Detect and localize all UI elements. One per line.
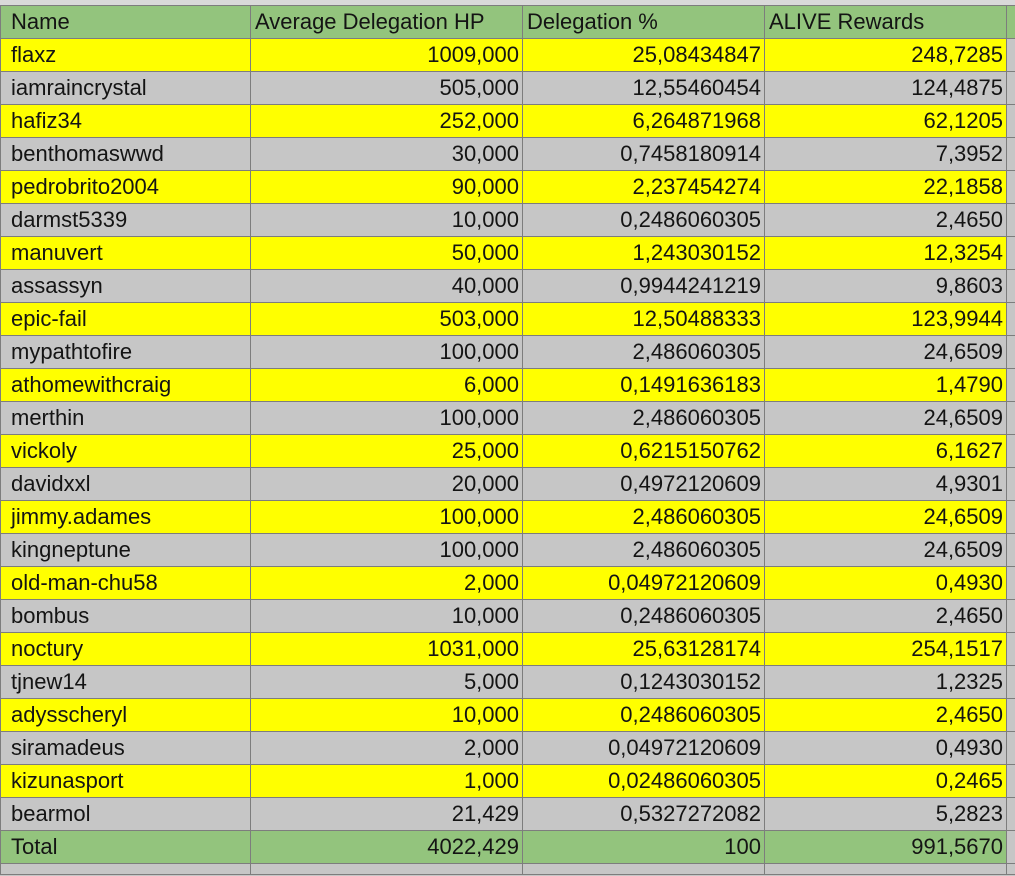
table-row [1, 303, 1015, 336]
cell-rewards[interactable]: 2,4650 [765, 204, 1007, 237]
empty-cell[interactable] [1, 864, 251, 875]
cell-avg-hp[interactable]: 2,000 [251, 567, 523, 600]
cell-name[interactable]: adysscheryl [1, 699, 251, 732]
cell-pct[interactable]: 1,243030152 [523, 237, 765, 270]
cell-pct[interactable]: 0,04972120609 [523, 567, 765, 600]
cell-pct[interactable]: 0,4972120609 [523, 468, 765, 501]
table-row [1, 633, 1015, 666]
table-row [1, 336, 1015, 369]
cell-avg-hp[interactable]: 1,000 [251, 765, 523, 798]
cell-extra[interactable] [1007, 798, 1015, 831]
cell-avg-hp[interactable]: 100,000 [251, 534, 523, 567]
table-row [1, 270, 1015, 303]
cell-pct[interactable]: 25,63128174 [523, 633, 765, 666]
table-row [1, 402, 1015, 435]
cell-rewards[interactable]: 254,1517 [765, 633, 1007, 666]
cell-extra[interactable] [1007, 72, 1015, 105]
table-row [1, 600, 1015, 633]
cell-rewards[interactable]: 0,2465 [765, 765, 1007, 798]
cell-name[interactable]: mypathtofire [1, 336, 251, 369]
cell-extra[interactable] [1007, 204, 1015, 237]
delegation-table [0, 5, 1015, 875]
cell-extra[interactable] [1007, 468, 1015, 501]
cell-name[interactable]: manuvert [1, 237, 251, 270]
cell-pct[interactable]: 0,6215150762 [523, 435, 765, 468]
cell-name[interactable]: iamraincrystal [1, 72, 251, 105]
table-row [1, 798, 1015, 831]
table-row [1, 666, 1015, 699]
table-row [1, 468, 1015, 501]
cell-avg-hp[interactable]: 1009,000 [251, 39, 523, 72]
table-row [1, 39, 1015, 72]
cell-avg-hp[interactable]: 5,000 [251, 666, 523, 699]
total-avg-hp[interactable]: 4022,429 [251, 831, 523, 864]
cell-pct[interactable]: 2,486060305 [523, 402, 765, 435]
cell-name[interactable]: pedrobrito2004 [1, 171, 251, 204]
cell-name[interactable]: kizunasport [1, 765, 251, 798]
cell-rewards[interactable]: 123,9944 [765, 303, 1007, 336]
cell-rewards[interactable]: 24,6509 [765, 501, 1007, 534]
empty-cell[interactable] [251, 864, 523, 875]
cell-pct[interactable]: 12,55460454 [523, 72, 765, 105]
cell-name[interactable]: noctury [1, 633, 251, 666]
cell-rewards[interactable]: 1,2325 [765, 666, 1007, 699]
cell-pct[interactable]: 2,486060305 [523, 534, 765, 567]
cell-pct[interactable]: 0,7458180914 [523, 138, 765, 171]
cell-name[interactable]: assassyn [1, 270, 251, 303]
header-pct[interactable]: Delegation % [523, 6, 765, 39]
cell-extra[interactable] [1007, 402, 1015, 435]
cell-name[interactable]: jimmy.adames [1, 501, 251, 534]
total-label[interactable]: Total [1, 831, 251, 864]
cell-rewards[interactable]: 62,1205 [765, 105, 1007, 138]
header-row [1, 6, 1015, 39]
cell-extra[interactable] [1007, 336, 1015, 369]
cell-pct[interactable]: 25,08434847 [523, 39, 765, 72]
cell-rewards[interactable]: 124,4875 [765, 72, 1007, 105]
cell-avg-hp[interactable]: 10,000 [251, 600, 523, 633]
cell-avg-hp[interactable]: 90,000 [251, 171, 523, 204]
cell-rewards[interactable]: 24,6509 [765, 402, 1007, 435]
cell-rewards[interactable]: 2,4650 [765, 600, 1007, 633]
empty-cell[interactable] [523, 864, 765, 875]
total-row [1, 831, 1015, 864]
table-row [1, 732, 1015, 765]
cell-name[interactable]: athomewithcraig [1, 369, 251, 402]
header-extra-cell[interactable] [1007, 6, 1015, 39]
cell-pct[interactable]: 0,2486060305 [523, 600, 765, 633]
table-row [1, 237, 1015, 270]
cell-avg-hp[interactable]: 40,000 [251, 270, 523, 303]
cell-extra[interactable] [1007, 435, 1015, 468]
cell-avg-hp[interactable]: 100,000 [251, 402, 523, 435]
cell-extra[interactable] [1007, 39, 1015, 72]
cell-avg-hp[interactable]: 6,000 [251, 369, 523, 402]
cell-extra[interactable] [1007, 171, 1015, 204]
cell-name[interactable]: davidxxl [1, 468, 251, 501]
cell-name[interactable]: vickoly [1, 435, 251, 468]
cell-pct[interactable]: 0,04972120609 [523, 732, 765, 765]
empty-cell[interactable] [1007, 864, 1015, 875]
cell-pct[interactable]: 2,486060305 [523, 501, 765, 534]
empty-row [1, 864, 1015, 875]
cell-rewards[interactable]: 5,2823 [765, 798, 1007, 831]
cell-rewards[interactable]: 6,1627 [765, 435, 1007, 468]
cell-rewards[interactable]: 24,6509 [765, 534, 1007, 567]
cell-avg-hp[interactable]: 50,000 [251, 237, 523, 270]
cell-rewards[interactable]: 0,4930 [765, 732, 1007, 765]
cell-rewards[interactable]: 24,6509 [765, 336, 1007, 369]
table-row [1, 369, 1015, 402]
cell-extra[interactable] [1007, 633, 1015, 666]
cell-pct[interactable]: 2,486060305 [523, 336, 765, 369]
cell-extra[interactable] [1007, 699, 1015, 732]
cell-extra[interactable] [1007, 369, 1015, 402]
cell-extra[interactable] [1007, 666, 1015, 699]
cell-name[interactable]: merthin [1, 402, 251, 435]
total-extra-cell[interactable] [1007, 831, 1015, 864]
cell-name[interactable]: siramadeus [1, 732, 251, 765]
cell-avg-hp[interactable]: 252,000 [251, 105, 523, 138]
cell-extra[interactable] [1007, 534, 1015, 567]
cell-extra[interactable] [1007, 501, 1015, 534]
cell-pct[interactable]: 0,5327272082 [523, 798, 765, 831]
cell-extra[interactable] [1007, 567, 1015, 600]
table-row [1, 534, 1015, 567]
cell-extra[interactable] [1007, 732, 1015, 765]
cell-avg-hp[interactable]: 21,429 [251, 798, 523, 831]
cell-avg-hp[interactable]: 30,000 [251, 138, 523, 171]
cell-name[interactable]: darmst5339 [1, 204, 251, 237]
cell-avg-hp[interactable]: 1031,000 [251, 633, 523, 666]
cell-extra[interactable] [1007, 600, 1015, 633]
cell-name[interactable]: tjnew14 [1, 666, 251, 699]
cell-pct[interactable]: 0,2486060305 [523, 699, 765, 732]
cell-extra[interactable] [1007, 303, 1015, 336]
cell-name[interactable]: hafiz34 [1, 105, 251, 138]
cell-extra[interactable] [1007, 237, 1015, 270]
cell-avg-hp[interactable]: 10,000 [251, 699, 523, 732]
cell-pct[interactable]: 0,2486060305 [523, 204, 765, 237]
cell-rewards[interactable]: 12,3254 [765, 237, 1007, 270]
table-row [1, 435, 1015, 468]
table-row [1, 105, 1015, 138]
cell-rewards[interactable]: 0,4930 [765, 567, 1007, 600]
cell-name[interactable]: benthomaswwd [1, 138, 251, 171]
table-row [1, 567, 1015, 600]
cell-pct[interactable]: 0,1491636183 [523, 369, 765, 402]
table-row [1, 501, 1015, 534]
cell-extra[interactable] [1007, 270, 1015, 303]
cell-pct[interactable]: 0,1243030152 [523, 666, 765, 699]
cell-pct[interactable]: 0,9944241219 [523, 270, 765, 303]
cell-avg-hp[interactable]: 100,000 [251, 501, 523, 534]
table-row [1, 699, 1015, 732]
table-row [1, 171, 1015, 204]
cell-avg-hp[interactable]: 503,000 [251, 303, 523, 336]
cell-rewards[interactable]: 7,3952 [765, 138, 1007, 171]
empty-cell[interactable] [765, 864, 1007, 875]
cell-avg-hp[interactable]: 10,000 [251, 204, 523, 237]
cell-avg-hp[interactable]: 100,000 [251, 336, 523, 369]
cell-name[interactable]: old-man-chu58 [1, 567, 251, 600]
cell-pct[interactable]: 0,02486060305 [523, 765, 765, 798]
cell-avg-hp[interactable]: 2,000 [251, 732, 523, 765]
cell-name[interactable]: bearmol [1, 798, 251, 831]
cell-pct[interactable]: 6,264871968 [523, 105, 765, 138]
cell-rewards[interactable]: 4,9301 [765, 468, 1007, 501]
header-rewards[interactable]: ALIVE Rewards [765, 6, 1007, 39]
cell-pct[interactable]: 2,237454274 [523, 171, 765, 204]
header-name[interactable]: Name [1, 6, 251, 39]
cell-name[interactable]: epic-fail [1, 303, 251, 336]
table-row [1, 72, 1015, 105]
cell-name[interactable]: flaxz [1, 39, 251, 72]
cell-rewards[interactable]: 2,4650 [765, 699, 1007, 732]
table-row [1, 765, 1015, 798]
total-rewards[interactable]: 991,5670 [765, 831, 1007, 864]
cell-avg-hp[interactable]: 20,000 [251, 468, 523, 501]
cell-rewards[interactable]: 22,1858 [765, 171, 1007, 204]
cell-extra[interactable] [1007, 105, 1015, 138]
cell-rewards[interactable]: 9,8603 [765, 270, 1007, 303]
cell-name[interactable]: bombus [1, 600, 251, 633]
table-row [1, 204, 1015, 237]
header-avg-hp[interactable]: Average Delegation HP [251, 6, 523, 39]
cell-avg-hp[interactable]: 505,000 [251, 72, 523, 105]
cell-pct[interactable]: 12,50488333 [523, 303, 765, 336]
cell-extra[interactable] [1007, 765, 1015, 798]
total-pct[interactable]: 100 [523, 831, 765, 864]
cell-avg-hp[interactable]: 25,000 [251, 435, 523, 468]
table-row [1, 138, 1015, 171]
cell-rewards[interactable]: 248,7285 [765, 39, 1007, 72]
cell-extra[interactable] [1007, 138, 1015, 171]
cell-name[interactable]: kingneptune [1, 534, 251, 567]
cell-rewards[interactable]: 1,4790 [765, 369, 1007, 402]
